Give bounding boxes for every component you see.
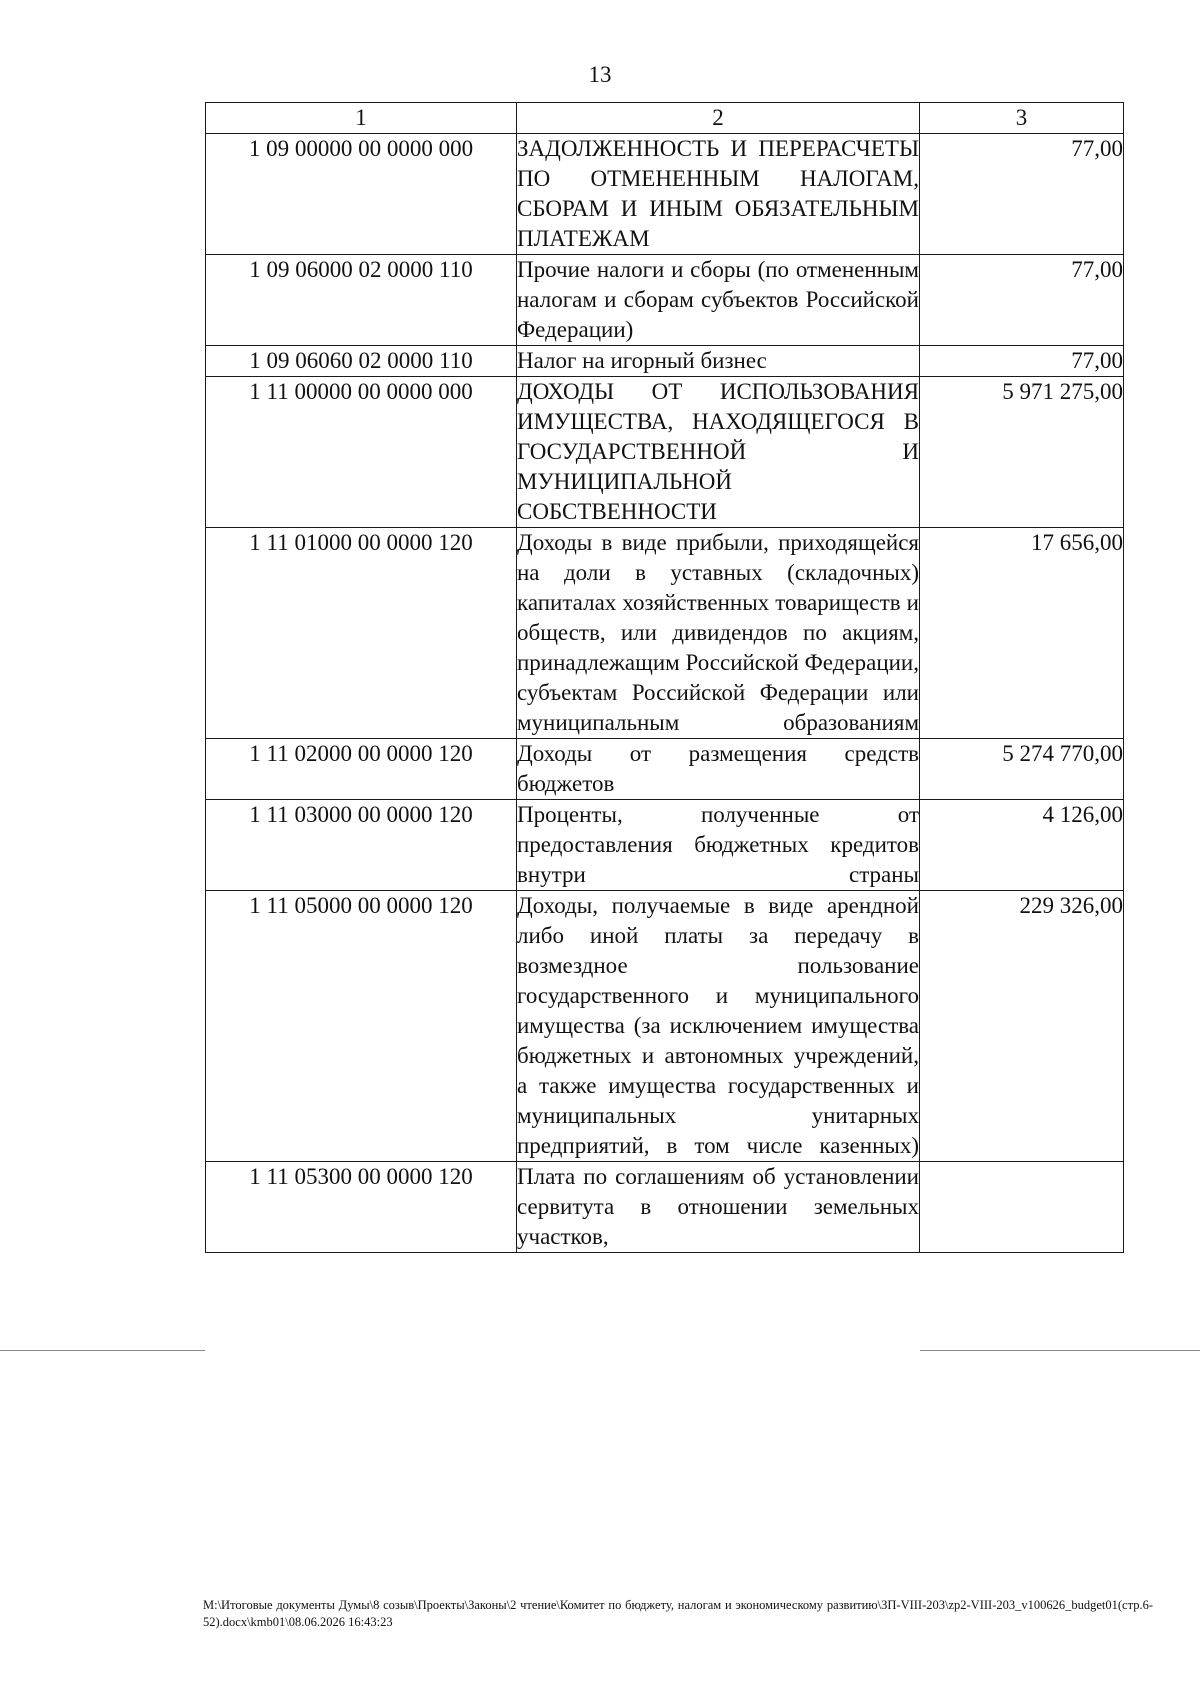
- row-amount: 77,00: [920, 255, 1124, 346]
- row-code: 1 11 00000 00 0000 000: [206, 377, 517, 528]
- row-amount: 5 971 275,00: [920, 377, 1124, 528]
- row-code: 1 11 02000 00 0000 120: [206, 739, 517, 800]
- table-row: [206, 134, 1124, 255]
- row-name: Плата по соглашениям об установлении сервитута в отношении земельных участков,: [517, 1162, 920, 1253]
- table-row: [206, 800, 1124, 891]
- table-row: [206, 739, 1124, 800]
- row-name: Доходы, получаемые в виде арендной либо иной платы за передачу в возмездное пользование государственного и муниципального имущества (за исключением имущества бюджетных и автономных учреждений, а также имущества государственных и муниципальных унитарных предприятий, в том числе казенных): [517, 891, 920, 1162]
- row-name: Налог на игорный бизнес: [517, 346, 920, 377]
- row-code: 1 11 03000 00 0000 120: [206, 800, 517, 891]
- column-header-amount: 3: [920, 103, 1124, 134]
- row-name: Проценты, полученные от предоставления бюджетных кредитов внутри страны: [517, 800, 920, 891]
- row-amount: 5 274 770,00: [920, 739, 1124, 800]
- row-name: Прочие налоги и сборы (по отмененным налогам и сборам субъектов Российской Федерации): [517, 255, 920, 346]
- row-name: Доходы от размещения средств бюджетов: [517, 739, 920, 800]
- budget-revenue-table: [205, 102, 1124, 1253]
- row-name: ДОХОДЫ ОТ ИСПОЛЬЗОВАНИЯ ИМУЩЕСТВА, НАХОДЯЩЕГОСЯ В ГОСУДАРСТВЕННОЙ И МУНИЦИПАЛЬНОЙ СОБСТВЕННОСТИ: [517, 377, 920, 528]
- table-row: [206, 1162, 1124, 1253]
- row-code: 1 11 01000 00 0000 120: [206, 528, 517, 739]
- row-amount: 17 656,00: [920, 528, 1124, 739]
- row-amount: 77,00: [920, 346, 1124, 377]
- row-amount: 4 126,00: [920, 800, 1124, 891]
- row-amount: 77,00: [920, 134, 1124, 255]
- page-number: 13: [588, 62, 612, 87]
- scan-artifact-line-right: [920, 1350, 1200, 1351]
- document-file-path: M:\Итоговые документы Думы\8 созыв\Проекты\Законы\2 чтение\Комитет по бюджету, налогам и экономическому развитию\ЗП-VIII-203\zp2-VIII-203_v100626_budget01(стр.6-52).docx\kmb01\08.06.2026 16:43:23: [203, 1598, 1153, 1629]
- column-header-code: 1: [206, 103, 517, 134]
- row-code: 1 09 00000 00 0000 000: [206, 134, 517, 255]
- scan-artifact-line-left: [0, 1350, 205, 1351]
- row-code: 1 11 05000 00 0000 120: [206, 891, 517, 1162]
- row-code: 1 09 06060 02 0000 110: [206, 346, 517, 377]
- row-code: 1 09 06000 02 0000 110: [206, 255, 517, 346]
- row-amount: [920, 1162, 1124, 1253]
- table-row: [206, 346, 1124, 377]
- row-name: ЗАДОЛЖЕННОСТЬ И ПЕРЕРАСЧЕТЫ ПО ОТМЕНЕННЫМ НАЛОГАМ, СБОРАМ И ИНЫМ ОБЯЗАТЕЛЬНЫМ ПЛАТЕЖАМ: [517, 134, 920, 255]
- row-name: Доходы в виде прибыли, приходящейся на доли в уставных (складочных) капиталах хозяйственных товариществ и обществ, или дивидендов по акциям, принадлежащим Российской Федерации, субъектам Российской Федерации или муниципальным образованиям: [517, 528, 920, 739]
- table-header-row: [206, 103, 1124, 134]
- table-row: [206, 528, 1124, 739]
- table-row: [206, 377, 1124, 528]
- table-row: [206, 891, 1124, 1162]
- table-row: [206, 255, 1124, 346]
- column-header-name: 2: [517, 103, 920, 134]
- row-code: 1 11 05300 00 0000 120: [206, 1162, 517, 1253]
- row-amount: 229 326,00: [920, 891, 1124, 1162]
